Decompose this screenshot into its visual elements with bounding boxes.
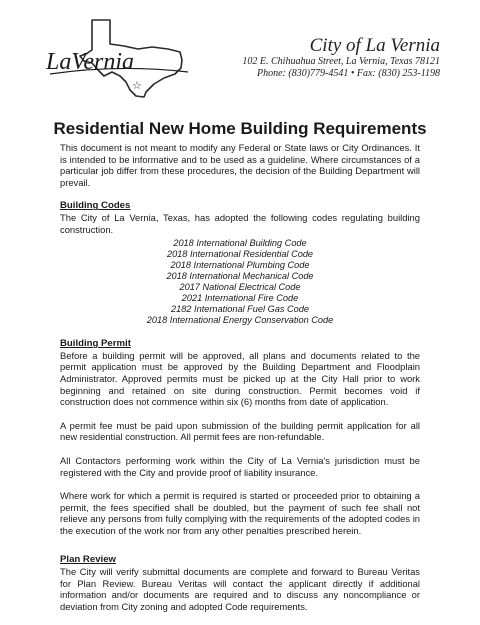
permit-paragraph-1: Before a building permit will be approved, all plans and documents related to the permit application must be approved by the Building Department and Floodplain Administrator. Approved permits must be picked up at the City Hall prior to work beginning and retained on site during construction. Permit becomes void if construction does not commence within six (6) months from date of application. bbox=[60, 349, 420, 408]
code-item: 2182 International Fuel Gas Code bbox=[171, 304, 309, 315]
plan-review-heading: Plan Review bbox=[60, 554, 116, 566]
city-contact-block bbox=[242, 36, 440, 80]
code-item: 2017 National Electrical Code bbox=[179, 282, 301, 293]
code-item: 2021 International Fire Code bbox=[181, 293, 299, 304]
star-icon: ☆ bbox=[132, 79, 142, 92]
city-phone-fax: Phone: (830)779-4541 • Fax: (830) 253-1198 bbox=[257, 68, 440, 79]
code-item: 2018 International Mechanical Code bbox=[166, 271, 314, 282]
code-item: 2018 International Building Code bbox=[173, 238, 307, 249]
intro-paragraph: This document is not meant to modify any Federal or State laws or City Ordinances. It is intended to be informative and to be used as a guideline. Where circumstances of a particular job differ from these procedures, the decision of the Building Department will prevail. bbox=[60, 142, 420, 188]
building-codes-heading: Building Codes bbox=[60, 200, 131, 212]
code-item: 2018 International Energy Conservation Code bbox=[146, 315, 334, 326]
document-body bbox=[60, 142, 420, 612]
logo-wordmark: LaVernia bbox=[46, 49, 135, 75]
plan-review-text: The City will verify submittal documents are complete and forward to Bureau Veritas for Plan Review. Bureau Veritas will contact the applicant directly if additional information and/or documents are required and to discuss any noncompliance or deviation from City zoning and adopted Code requirements. bbox=[60, 566, 420, 612]
permit-paragraph-4: Where work for which a permit is required is started or proceeded prior to obtaining a permit, the fees specified shall be doubled, but the payment of such fee shall not relieve any persons from fully complying with the requirements of the adopted codes in the execution of the work nor from any other penalties prescribed herein. bbox=[60, 490, 420, 536]
city-logo bbox=[40, 16, 200, 98]
codes-list bbox=[60, 238, 420, 326]
building-permit-heading: Building Permit bbox=[60, 338, 131, 350]
code-item: 2018 International Residential Code bbox=[166, 249, 314, 260]
permit-paragraph-2: A permit fee must be paid upon submission of the building permit application for all new residential construction. All permit fees are non-refundable. bbox=[60, 419, 420, 443]
city-name: City of La Vernia bbox=[309, 35, 440, 56]
building-codes-text: The City of La Vernia, Texas, has adopted the following codes regulating building construction. bbox=[60, 211, 420, 235]
permit-paragraph-3: All Contactors performing work within the City of La Vernia's jurisdiction must be registered with the City and provide proof of liability insurance. bbox=[60, 454, 420, 478]
page-title: Residential New Home Building Requirements bbox=[53, 119, 427, 138]
code-item: 2018 International Plumbing Code bbox=[170, 260, 310, 271]
city-address: 102 E. Chihuahua Street, La Vernia, Texas 78121 bbox=[242, 56, 440, 67]
